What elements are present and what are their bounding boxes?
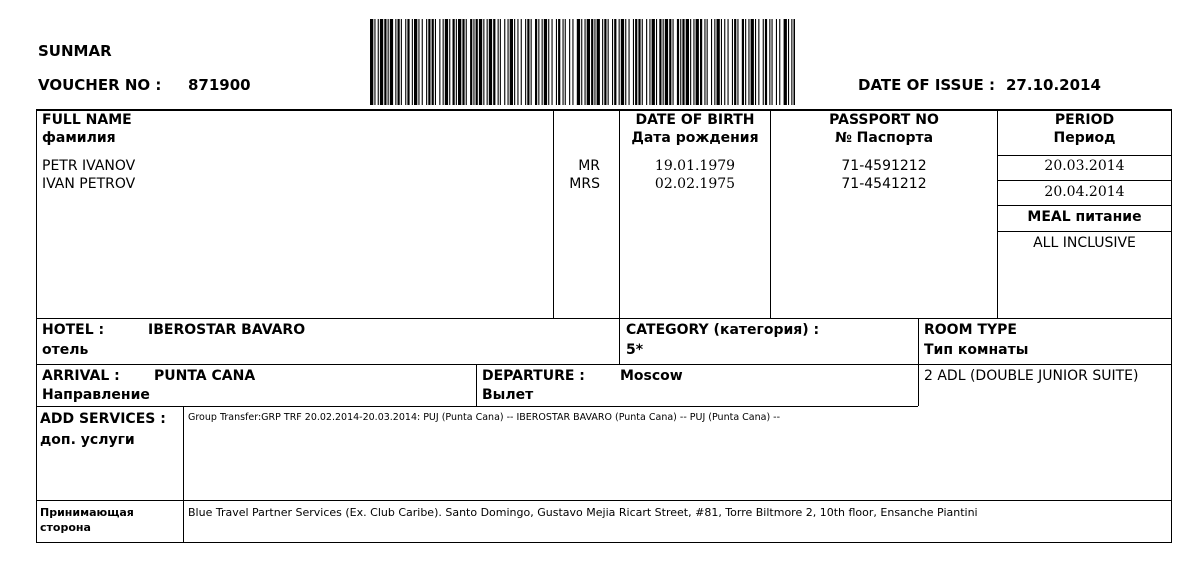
room-type-label-ru: Тип комнаты — [924, 342, 1029, 358]
rule — [36, 109, 1172, 111]
departure-label: DEPARTURE : — [482, 368, 585, 384]
rule — [1171, 109, 1172, 543]
add-services-value: Group Transfer:GRP TRF 20.02.2014-20.03.2014: PUJ (Punta Cana) -- IBEROSTAR BAVARO (Punta Cana) -- PUJ (Punta Cana) -- — [188, 412, 781, 423]
rule — [36, 500, 1172, 501]
voucher-number: 871900 — [188, 76, 251, 94]
period-header-ru: Период — [1053, 130, 1116, 146]
meal-label: MEAL питание — [1027, 209, 1142, 225]
rule — [997, 231, 1172, 232]
receiving-party-value: Blue Travel Partner Services (Ex. Club Caribe). Santo Domingo, Gustavo Mejia Ricart Street, #81, Torre Biltmore 2, 10th floor, Ensanche Piantini — [188, 506, 978, 519]
guest-title: MR — [578, 158, 600, 174]
issue-date: 27.10.2014 — [1006, 76, 1101, 94]
rule — [36, 109, 37, 543]
dob-header-ru: Дата рождения — [631, 130, 759, 146]
passport-header: PASSPORT NO — [829, 112, 939, 128]
rule — [36, 364, 1172, 365]
rule — [36, 406, 918, 407]
rule — [997, 205, 1172, 206]
period-header: PERIOD — [1054, 112, 1115, 128]
meal-value: ALL INCLUSIVE — [1033, 235, 1136, 251]
rule — [553, 109, 554, 318]
guest-dob: 02.02.1975 — [654, 176, 736, 192]
add-services-label-ru: доп. услуги — [40, 432, 135, 448]
guest-title: MRS — [569, 176, 600, 192]
company-name: SUNMAR — [38, 42, 112, 60]
arrival-label: ARRIVAL : — [42, 368, 120, 384]
arrival-label-ru: Направление — [42, 387, 150, 403]
hotel-label-ru: отель — [42, 342, 89, 358]
receiving-party-label-2: сторона — [40, 521, 91, 534]
period-to: 20.04.2014 — [1044, 184, 1125, 200]
guest-passport: 71-4541212 — [841, 176, 927, 192]
room-type-value: 2 ADL (DOUBLE JUNIOR SUITE) — [924, 368, 1139, 384]
rule — [997, 180, 1172, 181]
category-label: CATEGORY (категория) : — [626, 322, 820, 338]
full-name-header-ru: фамилия — [42, 130, 116, 146]
hotel-name: IBEROSTAR BAVARO — [148, 322, 306, 338]
period-from: 20.03.2014 — [1044, 158, 1125, 174]
guest-name: PETR IVANOV — [42, 158, 136, 174]
hotel-label: HOTEL : — [42, 322, 105, 338]
rule — [36, 318, 1172, 319]
rule — [619, 109, 620, 364]
guest-passport: 71-4591212 — [841, 158, 927, 174]
voucher-label: VOUCHER NO : — [38, 76, 162, 94]
add-services-label: ADD SERVICES : — [40, 411, 166, 427]
rule — [183, 406, 184, 542]
rule — [918, 318, 919, 406]
barcode — [370, 19, 795, 105]
receiving-party-label: Принимающая — [40, 506, 134, 519]
departure-label-ru: Вылет — [482, 387, 534, 403]
passport-header-ru: № Паспорта — [834, 130, 934, 146]
issue-date-label: DATE OF ISSUE : — [858, 76, 995, 94]
rule — [997, 155, 1172, 156]
room-type-label: ROOM TYPE — [924, 322, 1017, 338]
category-value: 5* — [626, 342, 644, 358]
rule — [36, 542, 1172, 543]
rule — [476, 364, 477, 406]
dob-header: DATE OF BIRTH — [635, 112, 755, 128]
full-name-header: FULL NAME — [42, 112, 132, 128]
guest-dob: 19.01.1979 — [654, 158, 736, 174]
guest-name: IVAN PETROV — [42, 176, 136, 192]
departure-value: Moscow — [620, 368, 683, 384]
arrival-value: PUNTA CANA — [154, 368, 256, 384]
